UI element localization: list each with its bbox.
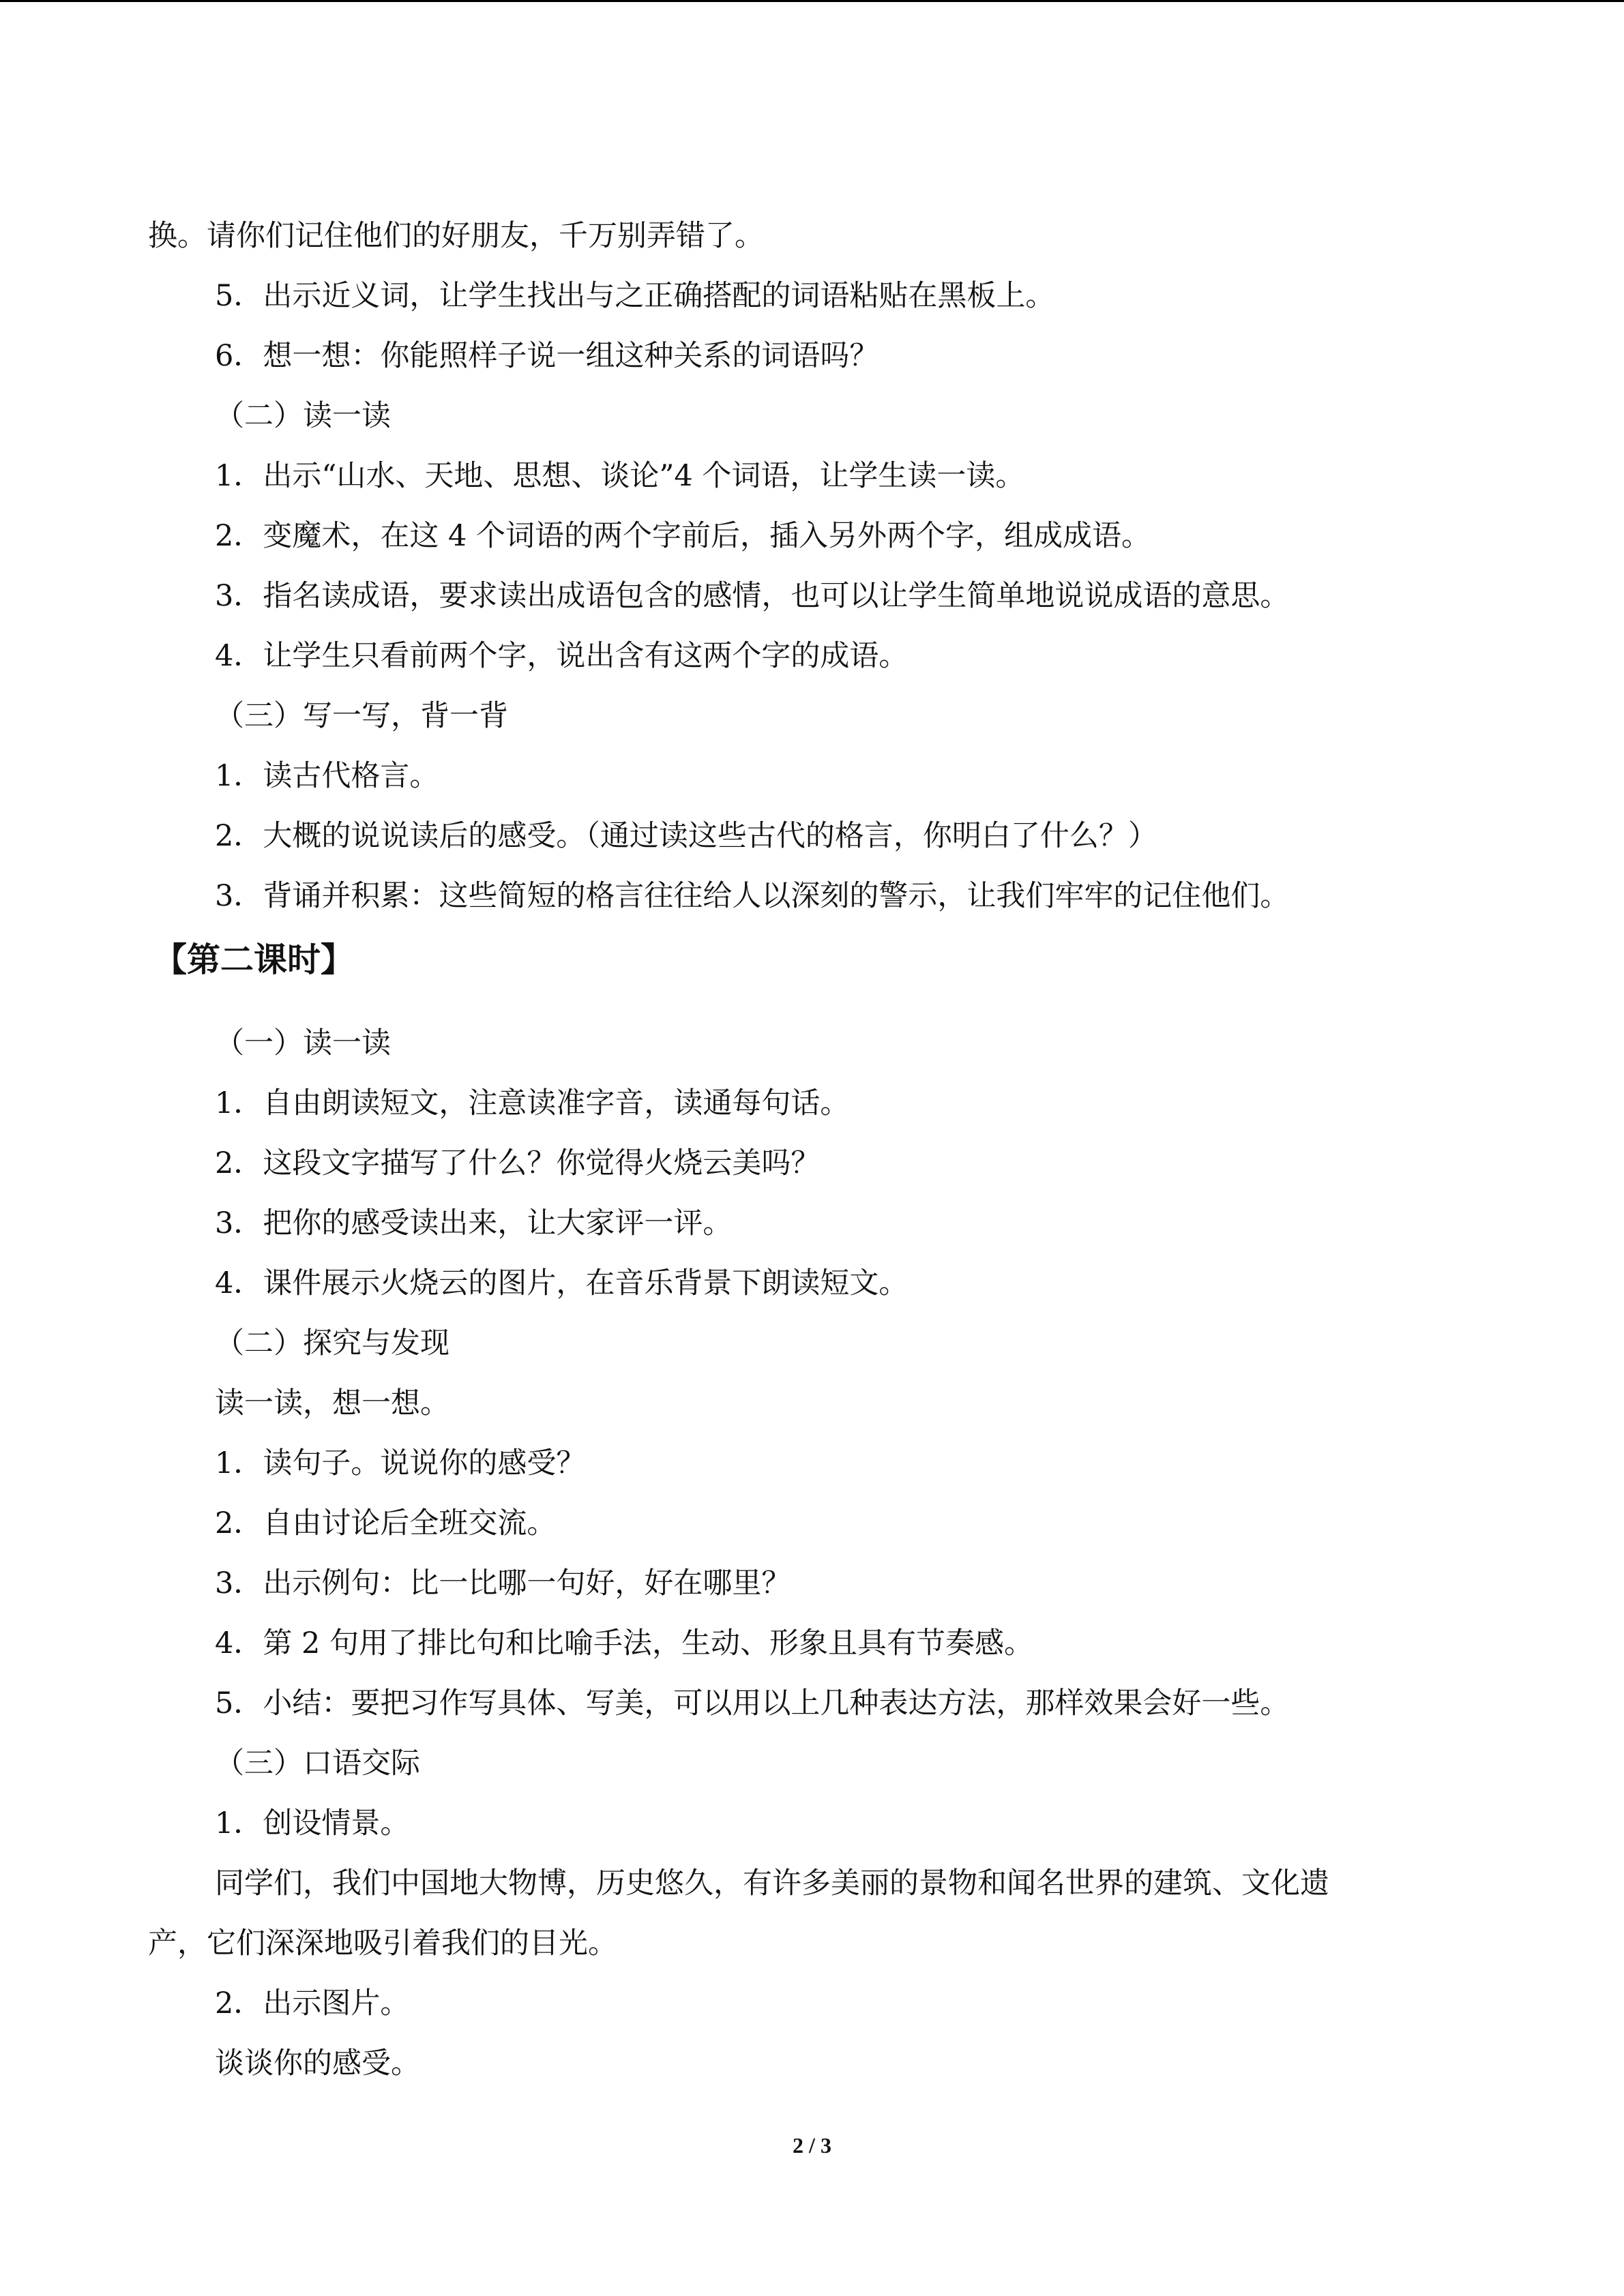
text-line: 5．出示近义词，让学生找出与之正确搭配的词语粘贴在黑板上。	[215, 279, 1055, 313]
text-line: （二）探究与发现	[215, 1326, 449, 1360]
text-line: 3．出示例句：比一比哪一句好，好在哪里？	[215, 1566, 791, 1600]
heading-spacer	[0, 1007, 1624, 1013]
text-line: 4．课件展示火烧云的图片，在音乐背景下朗读短文。	[215, 1266, 909, 1300]
text-line: 2．大概的说说读后的感受。（通过读这些古代的格言，你明白了什么？）	[215, 819, 1157, 853]
text-line: 1．创设情景。	[215, 1806, 410, 1840]
text-line: 2．这段文字描写了什么？你觉得火烧云美吗？	[215, 1146, 821, 1180]
text-line: 同学们，我们中国地大物博，历史悠久，有许多美丽的景物和闻名世界的建筑、文化遗	[215, 1866, 1329, 1900]
text-line: 6．想一想：你能照样子说一组这种关系的词语吗？	[215, 339, 879, 373]
text-line: 4．让学生只看前两个字，说出含有这两个字的成语。	[215, 639, 909, 673]
text-line: 2．自由讨论后全班交流。	[215, 1506, 557, 1540]
text-line: （三）口语交际	[215, 1746, 420, 1780]
text-line: 3．把你的感受读出来，让大家评一评。	[215, 1206, 733, 1240]
top-border-line	[0, 0, 1624, 2]
page-number: 2 / 3	[793, 2133, 831, 2158]
text-line: （二）读一读	[215, 399, 391, 433]
text-line: 换。请你们记住他们的好朋友，千万别弄错了。	[148, 219, 764, 253]
text-line: （三）写一写，背一背	[215, 699, 508, 733]
text-line: 1．读古代格言。	[215, 759, 439, 793]
text-line: 3．指名读成语，要求读出成语包含的感情，也可以让学生简单地说说成语的意思。	[215, 579, 1290, 613]
text-line: 5．小结：要把习作写具体、写美，可以用以上几种表达方法，那样效果会好一些。	[215, 1686, 1290, 1720]
text-line: 1．读句子。说说你的感受？	[215, 1446, 586, 1480]
text-line: 读一读，想一想。	[215, 1386, 449, 1420]
text-line: 产，它们深深地吸引着我们的目光。	[148, 1926, 617, 1960]
text-line: 2．出示图片。	[215, 1986, 410, 2021]
text-line: 谈谈你的感受。	[215, 2046, 420, 2081]
text-line: 3．背诵并积累：这些简短的格言往往给人以深刻的警示，让我们牢牢的记住他们。	[215, 879, 1290, 913]
text-line: 2．变魔术，在这 4 个词语的两个字前后，插入另外两个字，组成成语。	[215, 519, 1151, 553]
text-line: （一）读一读	[215, 1026, 391, 1060]
text-line: 1．出示“山水、天地、思想、谈论”4 个词语，让学生读一读。	[215, 459, 1025, 493]
document-page	[0, 206, 1624, 2093]
section-heading: 【第二课时】	[153, 940, 355, 979]
text-line: 1．自由朗读短文，注意读准字音，读通每句话。	[215, 1086, 850, 1120]
paragraph-group-second-lesson	[0, 1013, 1624, 2093]
paragraph-group-first-lesson	[0, 206, 1624, 926]
text-line: 4．第 2 句用了排比句和比喻手法，生动、形象且具有节奏感。	[215, 1626, 1034, 1660]
